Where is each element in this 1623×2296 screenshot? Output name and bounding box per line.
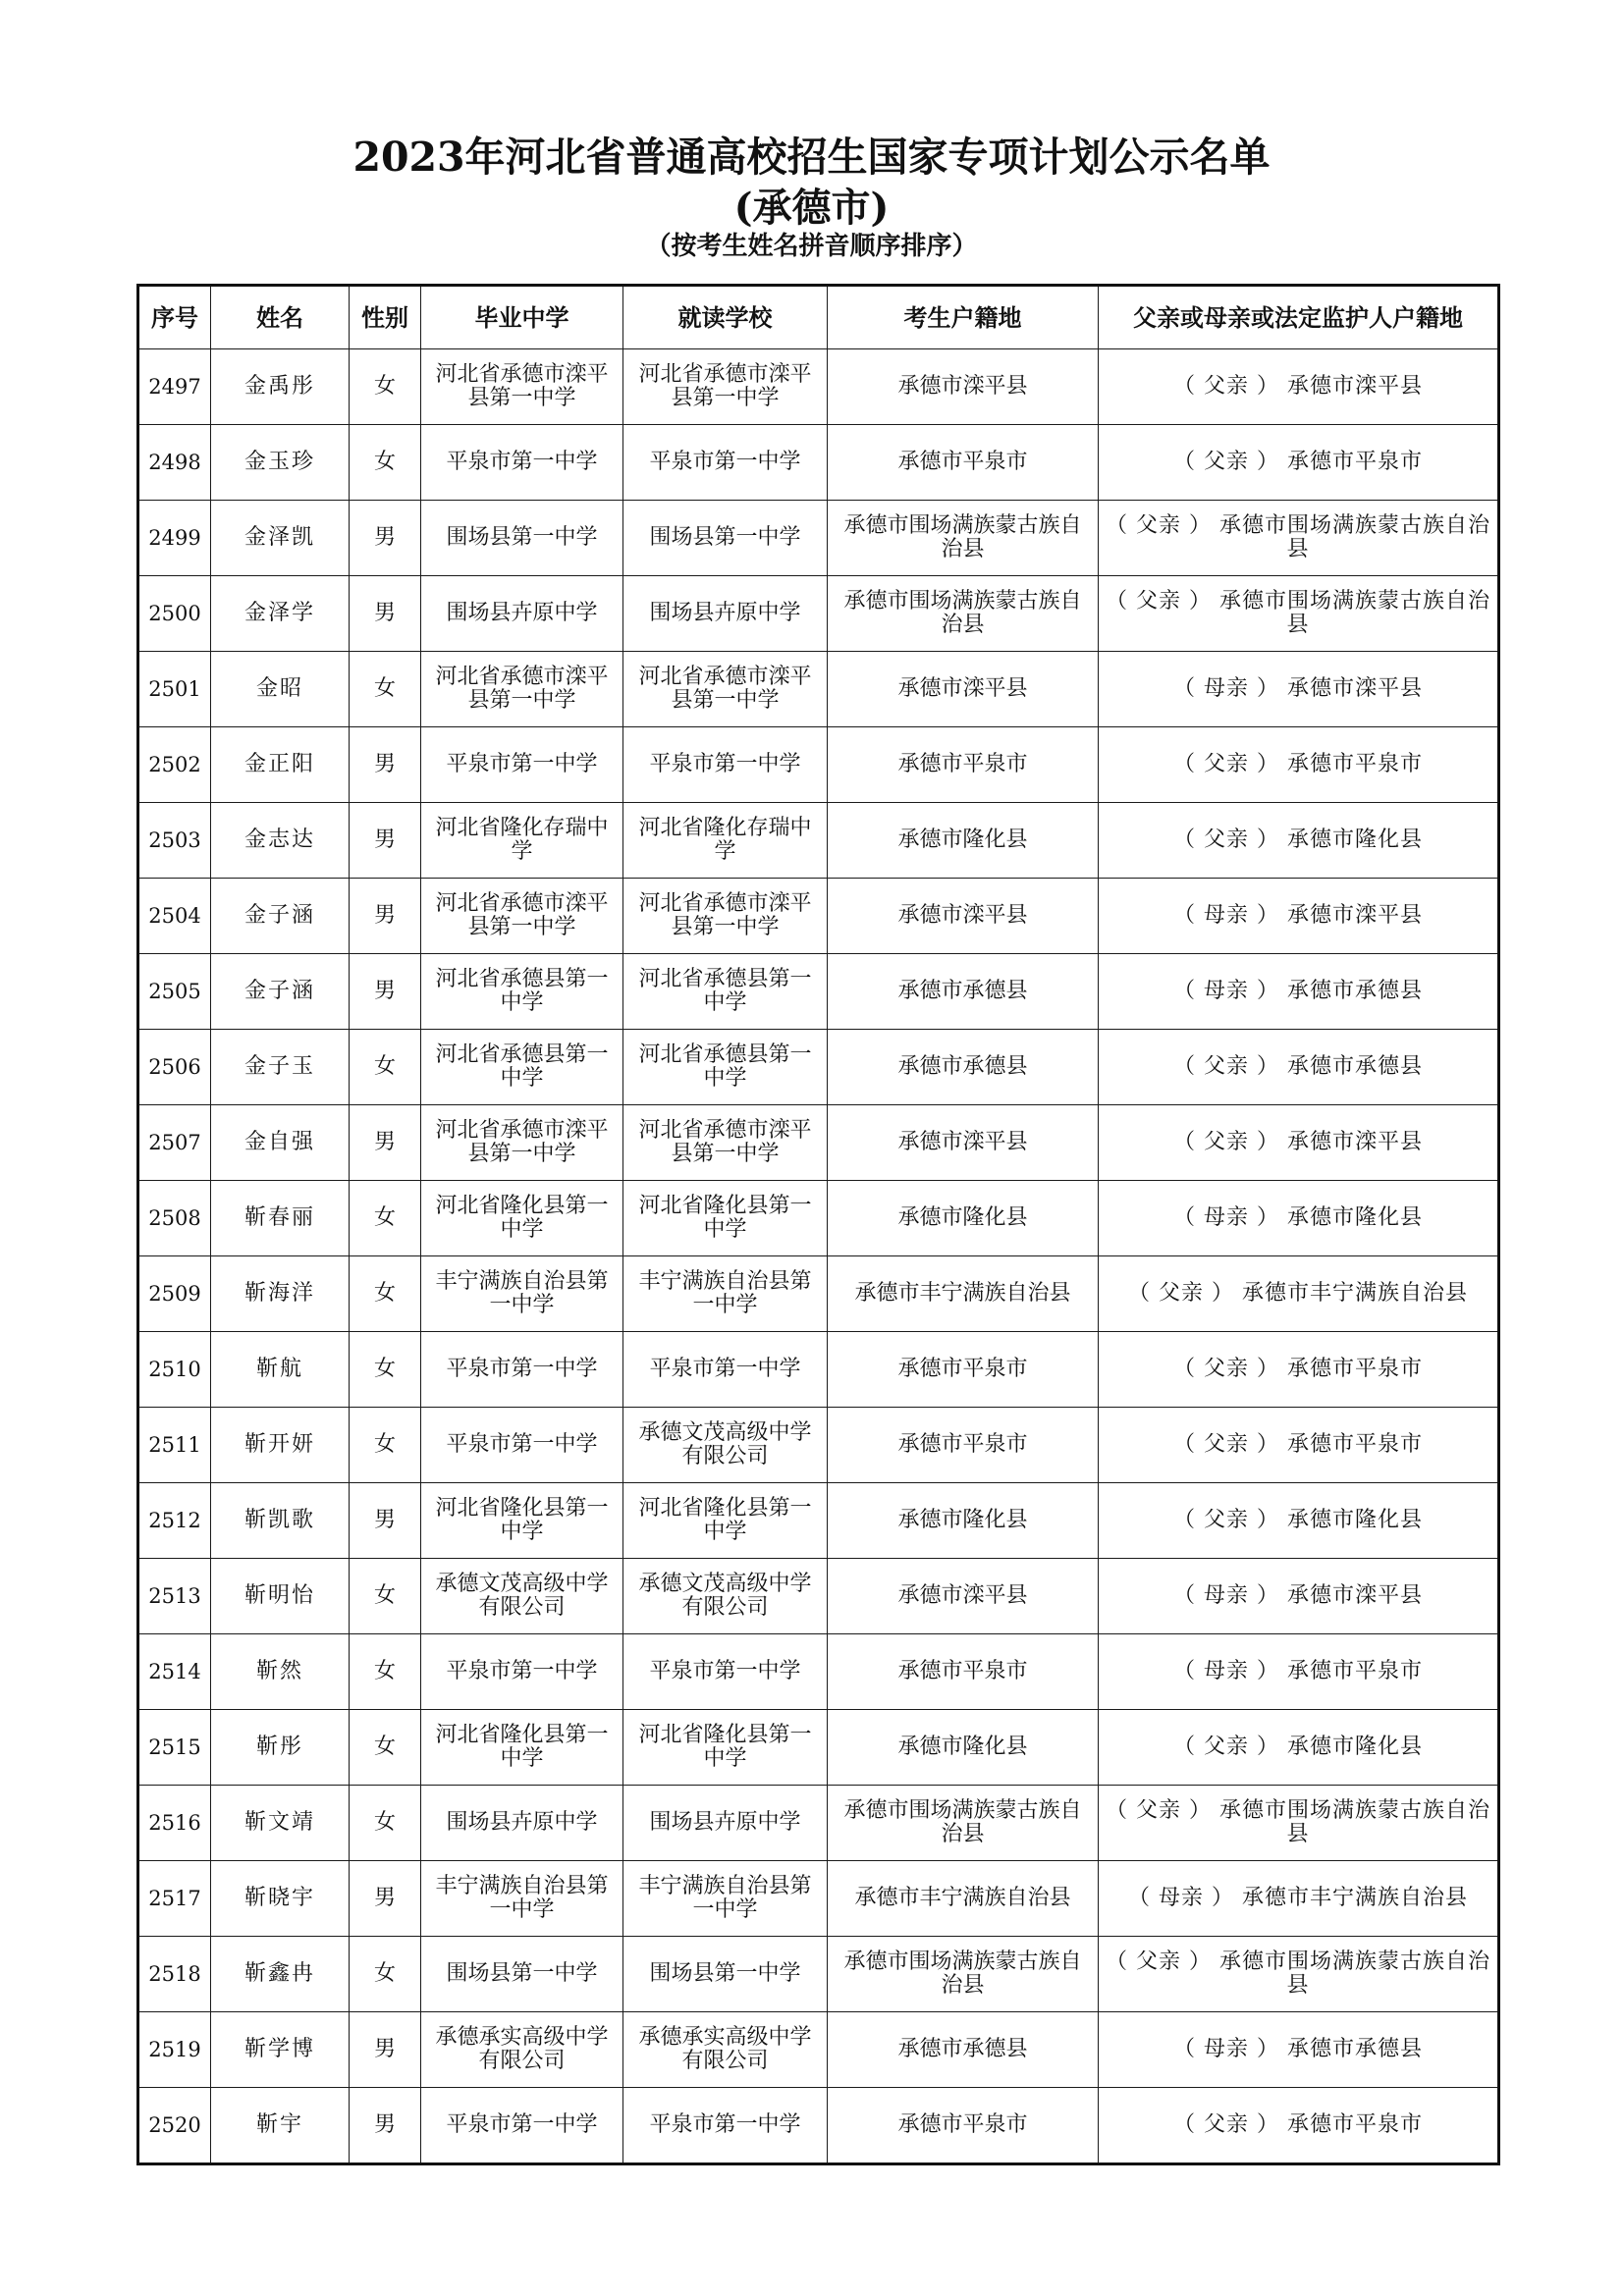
name-cell: 靳鑫冉	[211, 1937, 350, 2012]
guardian-domicile-cell: （ 父亲 ） 承德市滦平县	[1099, 1105, 1499, 1181]
name-cell: 金志达	[211, 803, 350, 879]
domicile-cell: 承德市丰宁满族自治县	[828, 1256, 1099, 1332]
domicile-cell: 承德市承德县	[828, 2012, 1099, 2088]
grad-school-cell: 河北省承德市滦平县第一中学	[421, 349, 623, 425]
column-header-domicile: 考生户籍地	[828, 286, 1099, 349]
study-school-cell: 丰宁满族自治县第一中学	[623, 1861, 828, 1937]
name-cell: 金玉珍	[211, 425, 350, 501]
table-row	[138, 425, 1499, 501]
domicile-cell: 承德市平泉市	[828, 1332, 1099, 1408]
gender-cell: 女	[350, 652, 421, 727]
grad-school-cell: 平泉市第一中学	[421, 727, 623, 803]
gender-cell: 女	[350, 1256, 421, 1332]
seq-cell: 2509	[138, 1256, 211, 1332]
domicile-cell: 承德市丰宁满族自治县	[828, 1861, 1099, 1937]
domicile-cell: 承德市隆化县	[828, 1710, 1099, 1786]
study-school-cell: 承德承实高级中学有限公司	[623, 2012, 828, 2088]
seq-cell: 2516	[138, 1786, 211, 1861]
domicile-cell: 承德市滦平县	[828, 652, 1099, 727]
grad-school-cell: 河北省隆化存瑞中学	[421, 803, 623, 879]
name-cell: 靳明怡	[211, 1559, 350, 1634]
grad-school-cell: 丰宁满族自治县第一中学	[421, 1861, 623, 1937]
domicile-cell: 承德市平泉市	[828, 1408, 1099, 1483]
grad-school-cell: 平泉市第一中学	[421, 425, 623, 501]
guardian-domicile-cell: （ 母亲 ） 承德市滦平县	[1099, 879, 1499, 954]
guardian-domicile-cell: （ 父亲 ） 承德市隆化县	[1099, 803, 1499, 879]
seq-cell: 2513	[138, 1559, 211, 1634]
grad-school-cell: 围场县第一中学	[421, 501, 623, 576]
name-cell: 金正阳	[211, 727, 350, 803]
gender-cell: 男	[350, 576, 421, 652]
seq-cell: 2519	[138, 2012, 211, 2088]
study-school-cell: 河北省承德市滦平县第一中学	[623, 879, 828, 954]
grad-school-cell: 围场县卉原中学	[421, 1786, 623, 1861]
gender-cell: 男	[350, 1483, 421, 1559]
column-header-grad-school: 毕业中学	[421, 286, 623, 349]
column-header-study-school: 就读学校	[623, 286, 828, 349]
table-row	[138, 1710, 1499, 1786]
grad-school-cell: 河北省隆化县第一中学	[421, 1181, 623, 1256]
table-header-row	[138, 286, 1499, 349]
study-school-cell: 承德文茂高级中学有限公司	[623, 1408, 828, 1483]
table-row	[138, 1786, 1499, 1861]
study-school-cell: 河北省承德市滦平县第一中学	[623, 652, 828, 727]
grad-school-cell: 河北省承德县第一中学	[421, 1030, 623, 1105]
name-cell: 金昭	[211, 652, 350, 727]
name-cell: 靳开妍	[211, 1408, 350, 1483]
guardian-domicile-cell: （ 父亲 ） 承德市围场满族蒙古族自治县	[1099, 576, 1499, 652]
gender-cell: 男	[350, 803, 421, 879]
name-cell: 金泽凯	[211, 501, 350, 576]
study-school-cell: 围场县卉原中学	[623, 1786, 828, 1861]
domicile-cell: 承德市隆化县	[828, 803, 1099, 879]
domicile-cell: 承德市隆化县	[828, 1483, 1099, 1559]
table-row	[138, 1256, 1499, 1332]
guardian-domicile-cell: （ 父亲 ） 承德市隆化县	[1099, 1710, 1499, 1786]
domicile-cell: 承德市滦平县	[828, 349, 1099, 425]
study-school-cell: 平泉市第一中学	[623, 1634, 828, 1710]
domicile-cell: 承德市围场满族蒙古族自治县	[828, 1937, 1099, 2012]
gender-cell: 男	[350, 501, 421, 576]
table-row	[138, 2012, 1499, 2088]
domicile-cell: 承德市滦平县	[828, 879, 1099, 954]
seq-cell: 2508	[138, 1181, 211, 1256]
gender-cell: 男	[350, 954, 421, 1030]
name-cell: 金自强	[211, 1105, 350, 1181]
study-school-cell: 河北省承德市滦平县第一中学	[623, 349, 828, 425]
name-cell: 靳彤	[211, 1710, 350, 1786]
study-school-cell: 平泉市第一中学	[623, 425, 828, 501]
name-cell: 金禹彤	[211, 349, 350, 425]
study-school-cell: 承德文茂高级中学有限公司	[623, 1559, 828, 1634]
guardian-domicile-cell: （ 父亲 ） 承德市平泉市	[1099, 727, 1499, 803]
study-school-cell: 平泉市第一中学	[623, 2088, 828, 2164]
guardian-domicile-cell: （ 父亲 ） 承德市平泉市	[1099, 425, 1499, 501]
gender-cell: 男	[350, 1105, 421, 1181]
name-cell: 靳宇	[211, 2088, 350, 2164]
study-school-cell: 围场县第一中学	[623, 1937, 828, 2012]
column-header-guardian-domicile: 父亲或母亲或法定监护人户籍地	[1099, 286, 1499, 349]
guardian-domicile-cell: （ 父亲 ） 承德市隆化县	[1099, 1483, 1499, 1559]
guardian-domicile-cell: （ 母亲 ） 承德市滦平县	[1099, 652, 1499, 727]
guardian-domicile-cell: （ 母亲 ） 承德市承德县	[1099, 2012, 1499, 2088]
seq-cell: 2505	[138, 954, 211, 1030]
table-row	[138, 727, 1499, 803]
domicile-cell: 承德市平泉市	[828, 1634, 1099, 1710]
grad-school-cell: 河北省承德市滦平县第一中学	[421, 879, 623, 954]
gender-cell: 男	[350, 2012, 421, 2088]
seq-cell: 2502	[138, 727, 211, 803]
domicile-cell: 承德市平泉市	[828, 425, 1099, 501]
gender-cell: 男	[350, 879, 421, 954]
seq-cell: 2504	[138, 879, 211, 954]
name-cell: 金子玉	[211, 1030, 350, 1105]
table-row	[138, 954, 1499, 1030]
seq-cell: 2511	[138, 1408, 211, 1483]
grad-school-cell: 承德承实高级中学有限公司	[421, 2012, 623, 2088]
page-subtitle: (承德市)	[733, 185, 890, 231]
table-row	[138, 501, 1499, 576]
seq-cell: 2510	[138, 1332, 211, 1408]
name-cell: 金泽学	[211, 576, 350, 652]
gender-cell: 女	[350, 349, 421, 425]
domicile-cell: 承德市滦平县	[828, 1559, 1099, 1634]
guardian-domicile-cell: （ 母亲 ） 承德市滦平县	[1099, 1559, 1499, 1634]
study-school-cell: 河北省隆化县第一中学	[623, 1181, 828, 1256]
table-row	[138, 879, 1499, 954]
domicile-cell: 承德市围场满族蒙古族自治县	[828, 1786, 1099, 1861]
grad-school-cell: 围场县卉原中学	[421, 576, 623, 652]
seq-cell: 2500	[138, 576, 211, 652]
seq-cell: 2501	[138, 652, 211, 727]
study-school-cell: 围场县卉原中学	[623, 576, 828, 652]
seq-cell: 2518	[138, 1937, 211, 2012]
candidate-table	[136, 284, 1500, 2165]
guardian-domicile-cell: （ 父亲 ） 承德市围场满族蒙古族自治县	[1099, 1937, 1499, 2012]
guardian-domicile-cell: （ 母亲 ） 承德市隆化县	[1099, 1181, 1499, 1256]
sort-note: （按考生姓名拼音顺序排序）	[645, 232, 978, 261]
seq-cell: 2512	[138, 1483, 211, 1559]
seq-cell: 2520	[138, 2088, 211, 2164]
guardian-domicile-cell: （ 父亲 ） 承德市丰宁满族自治县	[1099, 1256, 1499, 1332]
table-row	[138, 1937, 1499, 2012]
guardian-domicile-cell: （ 母亲 ） 承德市丰宁满族自治县	[1099, 1861, 1499, 1937]
gender-cell: 女	[350, 1408, 421, 1483]
seq-cell: 2514	[138, 1634, 211, 1710]
study-school-cell: 河北省隆化县第一中学	[623, 1483, 828, 1559]
table-row	[138, 1483, 1499, 1559]
guardian-domicile-cell: （ 父亲 ） 承德市围场满族蒙古族自治县	[1099, 501, 1499, 576]
gender-cell: 男	[350, 1861, 421, 1937]
gender-cell: 女	[350, 1332, 421, 1408]
table-row	[138, 1559, 1499, 1634]
gender-cell: 女	[350, 1634, 421, 1710]
grad-school-cell: 河北省承德市滦平县第一中学	[421, 652, 623, 727]
seq-cell: 2515	[138, 1710, 211, 1786]
guardian-domicile-cell: （ 母亲 ） 承德市承德县	[1099, 954, 1499, 1030]
study-school-cell: 平泉市第一中学	[623, 1332, 828, 1408]
column-header-gender: 性别	[350, 286, 421, 349]
table-row	[138, 652, 1499, 727]
guardian-domicile-cell: （ 父亲 ） 承德市承德县	[1099, 1030, 1499, 1105]
study-school-cell: 平泉市第一中学	[623, 727, 828, 803]
name-cell: 金子涵	[211, 879, 350, 954]
domicile-cell: 承德市围场满族蒙古族自治县	[828, 501, 1099, 576]
gender-cell: 男	[350, 2088, 421, 2164]
name-cell: 靳海洋	[211, 1256, 350, 1332]
study-school-cell: 丰宁满族自治县第一中学	[623, 1256, 828, 1332]
page-title: 2023年河北省普通高校招生国家专项计划公示名单	[352, 133, 1271, 181]
seq-cell: 2499	[138, 501, 211, 576]
grad-school-cell: 丰宁满族自治县第一中学	[421, 1256, 623, 1332]
name-cell: 靳航	[211, 1332, 350, 1408]
guardian-domicile-cell: （ 父亲 ） 承德市平泉市	[1099, 1408, 1499, 1483]
guardian-domicile-cell: （ 母亲 ） 承德市平泉市	[1099, 1634, 1499, 1710]
name-cell: 靳晓宇	[211, 1861, 350, 1937]
grad-school-cell: 河北省隆化县第一中学	[421, 1710, 623, 1786]
gender-cell: 女	[350, 1786, 421, 1861]
table-row	[138, 2088, 1499, 2164]
seq-cell: 2517	[138, 1861, 211, 1937]
name-cell: 靳凯歌	[211, 1483, 350, 1559]
domicile-cell: 承德市滦平县	[828, 1105, 1099, 1181]
name-cell: 靳学博	[211, 2012, 350, 2088]
grad-school-cell: 平泉市第一中学	[421, 1634, 623, 1710]
study-school-cell: 河北省隆化存瑞中学	[623, 803, 828, 879]
guardian-domicile-cell: （ 父亲 ） 承德市围场满族蒙古族自治县	[1099, 1786, 1499, 1861]
study-school-cell: 河北省隆化县第一中学	[623, 1710, 828, 1786]
column-header-seq: 序号	[138, 286, 211, 349]
table-row	[138, 349, 1499, 425]
name-cell: 金子涵	[211, 954, 350, 1030]
seq-cell: 2503	[138, 803, 211, 879]
seq-cell: 2507	[138, 1105, 211, 1181]
table-row	[138, 1181, 1499, 1256]
gender-cell: 女	[350, 1710, 421, 1786]
grad-school-cell: 平泉市第一中学	[421, 1408, 623, 1483]
name-cell: 靳文靖	[211, 1786, 350, 1861]
table-row	[138, 803, 1499, 879]
study-school-cell: 围场县第一中学	[623, 501, 828, 576]
grad-school-cell: 承德文茂高级中学有限公司	[421, 1559, 623, 1634]
name-cell: 靳春丽	[211, 1181, 350, 1256]
table-row	[138, 1634, 1499, 1710]
name-cell: 靳然	[211, 1634, 350, 1710]
seq-cell: 2498	[138, 425, 211, 501]
table-row	[138, 1332, 1499, 1408]
gender-cell: 女	[350, 1937, 421, 2012]
domicile-cell: 承德市承德县	[828, 1030, 1099, 1105]
study-school-cell: 河北省承德县第一中学	[623, 954, 828, 1030]
grad-school-cell: 河北省承德县第一中学	[421, 954, 623, 1030]
domicile-cell: 承德市隆化县	[828, 1181, 1099, 1256]
gender-cell: 女	[350, 1030, 421, 1105]
guardian-domicile-cell: （ 父亲 ） 承德市滦平县	[1099, 349, 1499, 425]
gender-cell: 女	[350, 1559, 421, 1634]
grad-school-cell: 平泉市第一中学	[421, 2088, 623, 2164]
guardian-domicile-cell: （ 父亲 ） 承德市平泉市	[1099, 2088, 1499, 2164]
guardian-domicile-cell: （ 父亲 ） 承德市平泉市	[1099, 1332, 1499, 1408]
seq-cell: 2506	[138, 1030, 211, 1105]
seq-cell: 2497	[138, 349, 211, 425]
domicile-cell: 承德市围场满族蒙古族自治县	[828, 576, 1099, 652]
table-row	[138, 1030, 1499, 1105]
study-school-cell: 河北省承德市滦平县第一中学	[623, 1105, 828, 1181]
table-row	[138, 576, 1499, 652]
gender-cell: 女	[350, 1181, 421, 1256]
table-row	[138, 1408, 1499, 1483]
table-row	[138, 1861, 1499, 1937]
domicile-cell: 承德市平泉市	[828, 2088, 1099, 2164]
domicile-cell: 承德市承德县	[828, 954, 1099, 1030]
domicile-cell: 承德市平泉市	[828, 727, 1099, 803]
gender-cell: 女	[350, 425, 421, 501]
grad-school-cell: 平泉市第一中学	[421, 1332, 623, 1408]
column-header-name: 姓名	[211, 286, 350, 349]
grad-school-cell: 河北省承德市滦平县第一中学	[421, 1105, 623, 1181]
gender-cell: 男	[350, 727, 421, 803]
study-school-cell: 河北省承德县第一中学	[623, 1030, 828, 1105]
grad-school-cell: 河北省隆化县第一中学	[421, 1483, 623, 1559]
grad-school-cell: 围场县第一中学	[421, 1937, 623, 2012]
table-row	[138, 1105, 1499, 1181]
